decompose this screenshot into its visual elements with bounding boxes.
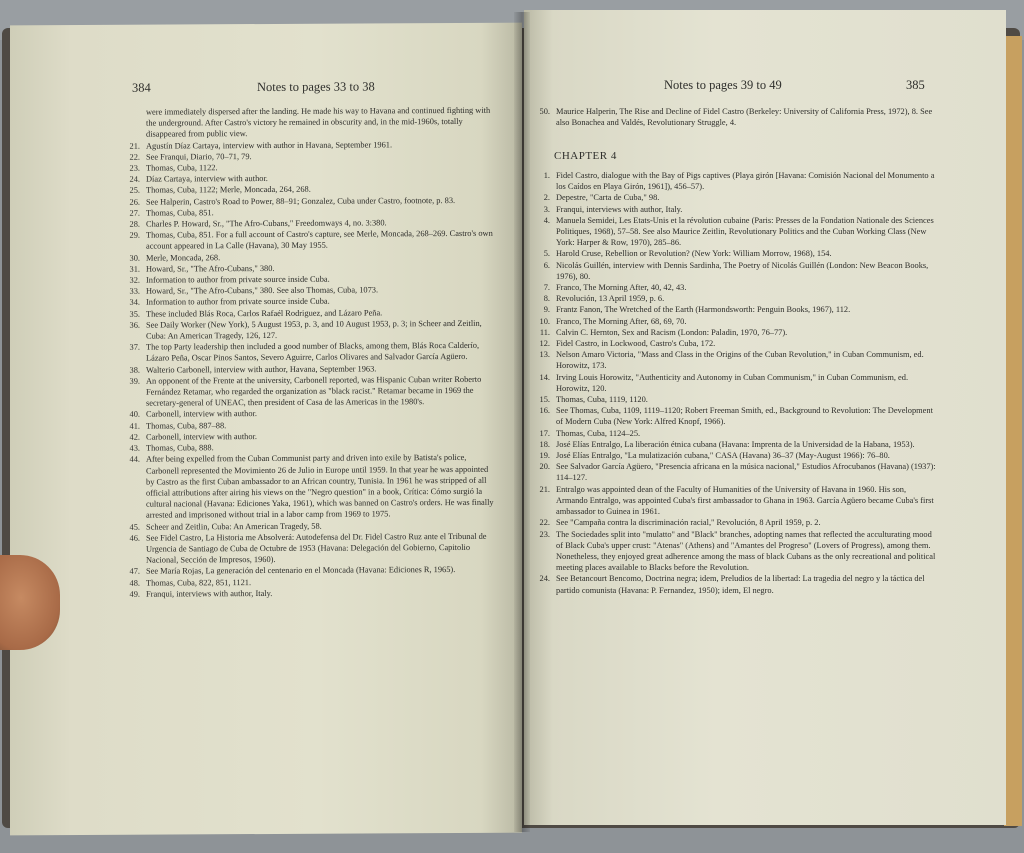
note-number: 22. [129,152,140,162]
note-number: 47. [129,566,140,577]
note-item [528,461,938,483]
left-running-head: Notes to pages 33 to 38 [257,79,375,95]
note-number: 10. [539,316,550,326]
note-item [528,293,938,304]
note-text: Franco, The Morning After, 40, 42, 43. [556,283,687,293]
note-number: 22. [539,518,550,528]
note-item [528,316,938,327]
note-number: 15. [539,395,550,405]
note-item [528,304,938,315]
note-text: Carbonell, interview with author. [146,409,257,420]
note-text: Manuela Semidei, Les Etats-Unis et la révolution cubaine (Paris: Presses de la Fondation Nationale des Sciences Politiques, 1968), 57–58. See also Maurice Zeitlin, Revolutionary Politics and the Cuban Working Class (New York: Harper & Row, 1970), 285–86. [556,215,934,248]
note-text: Howard, Sr., "The Afro-Cubans," 380. [146,263,275,274]
note-item [528,192,938,203]
note-number: 6. [543,260,550,270]
note-number: 16. [539,406,550,416]
note-text: The Sociedades split into "mulatto" and "Black" branches, adopting names that reflected the acculturating mood of Black Cuba's upper crust: "Atenas" (Athens) and "Amantes del Progreso" (Lovers of Progress), among them. Nonetheless, they enjoyed great adherence among the mass of black Cubans as the only recreational and political meeting places available to Blacks before the Revolution. [556,529,936,573]
note-item [528,204,938,215]
note-text: Fidel Castro, dialogue with the Bay of Pigs captives (Playa girón [Havana: Comisión Nacional del Monumento a los Caídos en Playa Girón, 1961]), 456–57). [556,171,935,192]
right-running-head: Notes to pages 39 to 49 [664,78,782,92]
note-number: 28. [129,219,140,229]
note-number: 7. [543,283,550,293]
note-text: See María Rojas, La generación del centenario en el Moncada (Havana: Ediciones R, 1965). [146,565,456,576]
note-text: Franco, The Morning After, 68, 69, 70. [556,316,687,326]
note-item [528,517,938,528]
note-item [528,428,938,439]
note-text: Information to author from private source inside Cuba. [146,297,330,308]
note-number: 24. [539,574,550,584]
note-number: 17. [539,428,550,438]
note-text: See Halperin, Castro's Road to Power, 88–91; Gonzalez, Cuba under Castro, footnote, p. 83. [146,195,456,207]
note-text: Thomas, Cuba, 1122; Merle, Moncada, 264, 268. [146,185,311,196]
note-number: 33. [129,286,140,296]
note-item [528,248,938,259]
note-text: Depestre, "Carta de Cuba," 98. [556,193,660,203]
note-number: 2. [543,193,550,203]
note-text: Agustín Díaz Cartaya, interview with author in Havana, September 1961. [146,139,393,151]
note-text: Thomas, Cuba, 822, 851, 1121. [146,577,252,588]
note-number: 3. [543,204,550,214]
note-item [528,529,938,574]
note-text: Díaz Cartaya, interview with author. [146,174,268,184]
note-number: 26. [129,197,140,207]
note-item [528,106,938,128]
note-item [118,374,494,410]
note-number: 8. [543,294,550,304]
note-number: 18. [539,439,550,449]
note-number: 41. [129,421,140,431]
note-item [528,405,938,427]
note-text: The top Party leadership then included a good number of Blacks, among them, Blás Roca Calderío, Lázaro Peña, Oscar Pinos Santos, Severo Aguirre, Carlos Olivares and Salvador García Agüero. [146,341,480,364]
note-item [528,484,938,518]
note-item [118,531,494,567]
note-number: 36. [129,320,140,330]
note-item [528,215,938,249]
note-text: Thomas, Cuba, 887–88. [146,420,227,431]
note-text: José Elías Entralgo, La liberación étnica cubana (Havana: Imprenta de la Universidad de la Habana, 1953). [556,439,915,449]
note-number: 23. [539,529,550,539]
note-number: 44. [129,454,140,465]
note-number: 38. [129,365,140,375]
note-text: See Daily Worker (New York), 5 August 1953, p. 3, and 10 August 1953, p. 3; in Scheer and Zeitlin, Cuba: An American Tragedy, 126, 127. [146,318,482,341]
note-item [528,170,938,192]
note-item [118,228,494,252]
note-number: 50. [539,107,550,116]
note-text: Thomas, Cuba, 1124–25. [556,428,641,438]
note-item [528,327,938,338]
note-number: 1. [543,171,550,180]
note-number: 45. [129,522,140,532]
note-text: Carbonell, interview with author. [146,431,257,442]
note-text: Thomas, Cuba, 1122. [146,163,218,173]
note-number: 21. [129,141,140,151]
note-item [118,340,494,364]
note-number: 30. [129,253,140,263]
note-text: Walterio Carbonell, interview with author, Havana, September 1963. [146,364,377,375]
note-item [118,587,494,600]
note-number: 20. [539,462,550,472]
note-number: 4. [543,215,550,225]
note-number: 31. [129,264,140,274]
book-edge [1004,36,1022,826]
note-text: See Salvador García Agüero, "Presencia africana en la música nacional," Estudios Afrocubanos (Havana) (1937): 114–127. [556,462,936,483]
note-item [528,260,938,282]
note-text: Nelson Amaro Victoria, "Mass and Class in the Origins of the Cuban Revolution," in Cuban Communism, ed. Horowitz, 173. [556,350,924,371]
note-text: Harold Cruse, Rebellion or Revolution? (New York: William Morrow, 1968), 154. [556,249,832,259]
note-number: 39. [129,376,140,386]
note-text: Merle, Moncada, 268. [146,252,221,263]
left-notes-list [118,105,494,600]
note-number: 11. [539,327,550,337]
note-text: Scheer and Zeitlin, Cuba: An American Tragedy, 58. [146,521,322,532]
note-text: Entralgo was appointed dean of the Faculty of Humanities of the University of Havana in 1960. His son, Armando Entralgo, was appointed Cuba's first ambassador to Ghana in 1963. García Agüero became Cuba's first ambassador to Guinea in 1961. [556,484,934,517]
note-item [118,452,494,521]
chapter-heading: CHAPTER 4 [554,150,617,162]
right-page [524,10,1006,825]
note-item [528,338,938,349]
note-text: Franqui, interviews with author, Italy. [556,204,683,214]
note-number: 12. [539,339,550,349]
note-text: Thomas, Cuba, 1119, 1120. [556,395,648,405]
note-text: Thomas, Cuba, 851. [146,208,214,218]
note-text: Fidel Castro, in Lockwood, Castro's Cuba, 172. [556,339,716,349]
book-gutter [514,12,530,832]
note-text: Calvin C. Hernton, Sex and Racism (London: Paladin, 1970, 76–77). [556,327,788,337]
note-text: Howard, Sr., "The Afro-Cubans," 380. See also Thomas, Cuba, 1073. [146,285,379,296]
note-number: 48. [129,578,140,588]
note-text: See Thomas, Cuba, 1109, 1119–1120; Robert Freeman Smith, ed., Background to Revolution: The Development of Modern Cuba (New York: Alfred Knopf, 1966). [556,406,933,427]
right-page-number: 385 [906,78,925,92]
note-number: 19. [539,451,550,461]
note-item [528,282,938,293]
note-text: Thomas, Cuba, 851. For a full account of Castro's capture, see Merle, Moncada, 268–269. Castro's own account appeared in La Calle (Havana), 30 May 1955. [146,229,493,252]
note-number: 23. [129,163,140,173]
note-text: Frantz Fanon, The Wretched of the Earth (Harmondsworth: Penguin Books, 1967), 112. [556,305,851,315]
note-number: 37. [129,342,140,352]
note-item [528,573,938,595]
note-item [118,318,494,342]
note-number: 27. [129,208,140,218]
note-item [528,349,938,371]
right-notes-list [528,170,938,596]
note-text: After being expelled from the Cuban Communist party and driven into exile by Batista's police, Carbonell represented the Movimiento 26 de Julio in Europe until 1959. In that year he was appointed by Castro as the first Cuban ambassador to an African country, Tunisia. In 1961 he was stripped of all official attributions after airing his views on the "Negro question" in a book, Crítica: Cómo surgió la cultural nacional (Havana: Ediciones Yaka, 1961), which was banned on Castro's orders. He was finally arrested and imprisoned without trial in a labor camp from 1969 to 1975. [146,453,494,520]
note-number: 9. [543,305,550,315]
note-text: Thomas, Cuba, 888. [146,443,214,453]
note-text: Irving Louis Horowitz, "Authenticity and Autonomy in Cuban Communism," in Cuban Communism, ed. Horowitz, 120. [556,372,909,393]
note-number: 46. [129,533,140,543]
note-number: 13. [539,350,550,360]
note-number: 40. [129,410,140,420]
note-item [528,394,938,405]
note-number: 35. [129,309,140,319]
note-item [528,439,938,450]
note-text: Franqui, interviews with author, Italy. [146,588,273,599]
continuation-text: were immediately dispersed after the landing. He made his way to Havana and continued fighting with the underground. After Castro's victory he remained in obscurity and, in the mid-1960s, totally disappeared from public view. [146,105,491,140]
note-number: 5. [543,249,550,259]
note-number: 24. [129,174,140,184]
note-number: 34. [129,298,140,308]
note-text: See "Campaña contra la discriminación racial," Revolución, 8 April 1959, p. 2. [556,518,821,528]
left-page [10,23,522,836]
note-text: Nicolás Guillén, interview with Dennis Sardinha, The Poetry of Nicolás Guillén (London: New Beacon Books, 1976), 80. [556,260,929,281]
note-text: Information to author from private source inside Cuba. [146,274,330,285]
right-pre-notes-list [528,106,938,128]
note-item [528,450,938,461]
note-text: See Betancourt Bencomo, Doctrina negra; idem, Preludios de la libertad: La tragedia del negro y la táctica del partido comunista (Havana: P. Fernandez, 1950); idem, El negro. [556,574,925,595]
note-text: See Fidel Castro, La Historia me Absolverá: Autodefensa del Dr. Fidel Castro Ruz ante el Tribunal de Urgencia de Santiago de Cuba de Octubre de 1953 (Havana: Delegación del Gobierno, Capitolio Nacional, Sección de Impresos, 1960). [146,531,487,565]
note-text: Maurice Halperin, The Rise and Decline of Fidel Castro (Berkeley: University of California Press, 1972), 8. See also Bonachea and Valdés, Revolutionary Struggle, 4. [556,107,933,128]
note-text: Charles P. Howard, Sr., "The Afro-Cubans," Freedomways 4, no. 3:380. [146,218,387,229]
note-number: 42. [129,432,140,442]
note-text: Revolución, 13 April 1959, p. 6. [556,294,665,304]
note-text: These included Blás Roca, Carlos Rafaél Rodriguez, and Lázaro Peña. [146,308,383,319]
note-number: 21. [539,484,550,494]
note-number: 29. [129,230,140,240]
note-text: An opponent of the Frente at the university, Carbonell reported, was Hispanic Cuban writer Roberto Fernández Retamar, who regarded the organization as "black racist." Retamar became in 1969 the secretary-general of UNEAC, then president of Casa de las Americas in the 1980's. [146,374,482,408]
note-number: 32. [129,275,140,285]
left-page-number: 384 [132,80,151,95]
note-item [528,372,938,394]
note-text: See Franqui, Diario, 70–71, 79. [146,151,252,162]
note-number: 25. [129,186,140,196]
note-text: José Elías Entralgo, "La mulatización cubana," CASA (Havana) 36–37 (May-August 1966): 76–80. [556,451,890,461]
note-number: 43. [129,443,140,453]
note-number: 49. [129,589,140,599]
note-number: 14. [539,372,550,382]
